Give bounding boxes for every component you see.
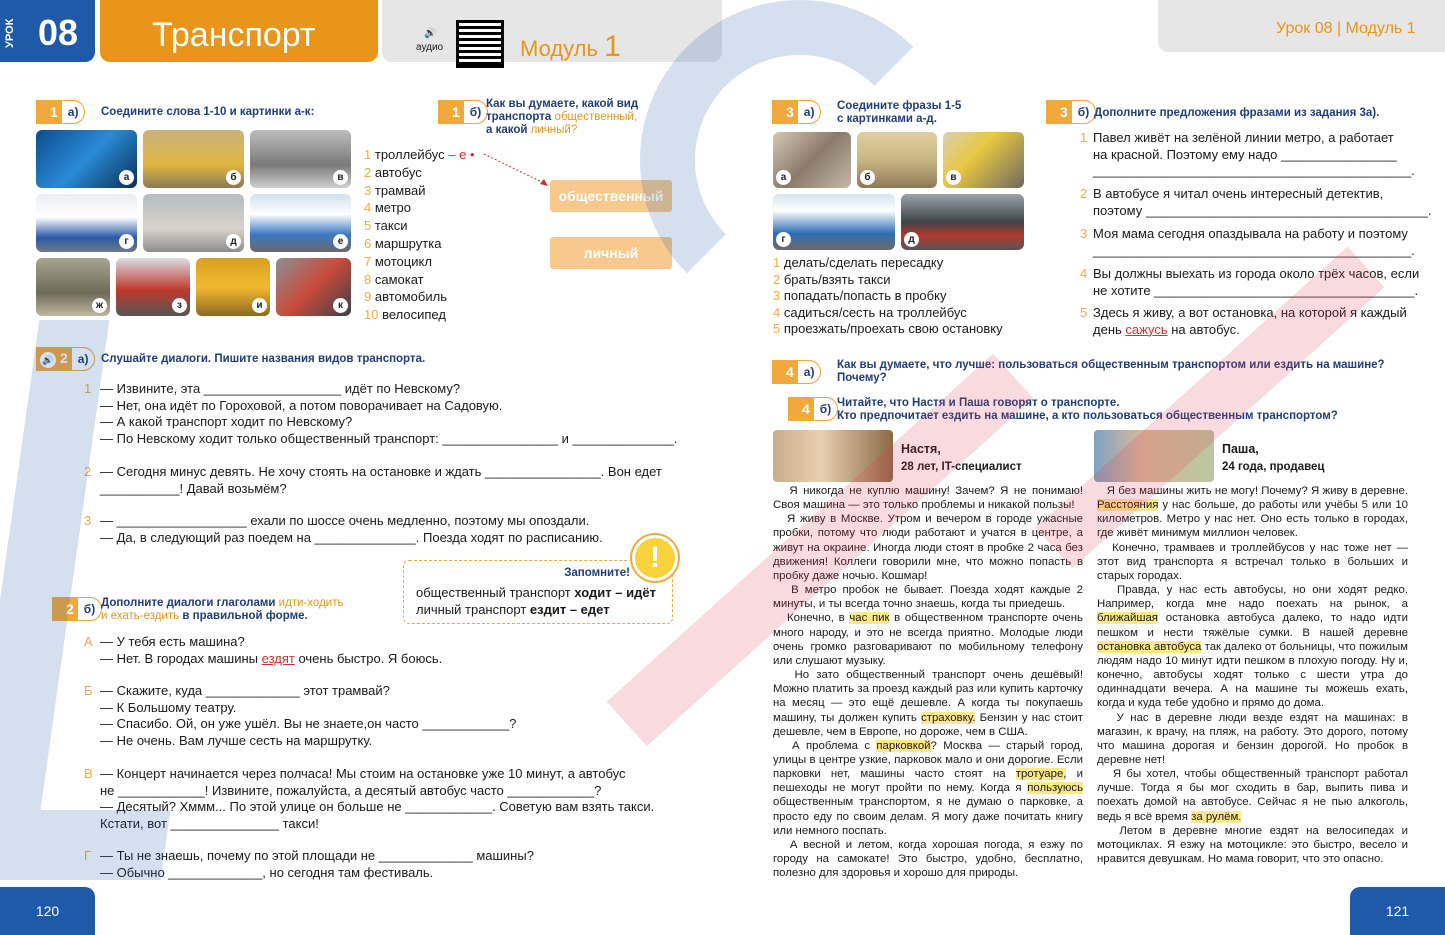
- category-private-box[interactable]: личный: [550, 237, 672, 269]
- lesson-tab: [0, 0, 95, 62]
- picture-tram: з: [116, 258, 190, 316]
- example-answer: ездят: [261, 650, 295, 666]
- page-title: Транспорт: [152, 16, 316, 54]
- ex3a-badge: 3 а): [772, 100, 821, 124]
- audio-icon[interactable]: 🔊: [40, 352, 56, 368]
- lesson-label: УРОК: [4, 18, 16, 48]
- dialog-letter: А: [84, 634, 93, 649]
- dialog-number: 1: [84, 381, 92, 396]
- word-item: 9 автомобиль: [364, 289, 447, 305]
- picture-metro: к: [276, 258, 351, 316]
- right-header: [1158, 0, 1445, 52]
- sentence-3: Моя мама сегодня опаздывала на работу и поэтому ____________________________________________.: [1093, 226, 1415, 258]
- dialog-1: — Извините, эта ___________________ идёт по Невскому? — Нет, она идёт по Гороховой, а потом поворачивает на Садовую. — А какой транспорт ходит по Невскому? — По Невскому ходит только общественный транспорт: ________________ и ______________.: [100, 381, 678, 446]
- phrase-item: 1 делать/сделать пересадку: [773, 255, 944, 270]
- pasha-photo: [1094, 430, 1214, 482]
- page-number-left: 120: [0, 887, 95, 935]
- module-label: Модуль 1: [520, 30, 621, 63]
- header-lesson-module: Урок 08 | Модуль 1: [1276, 20, 1416, 37]
- phrase-item: 2 брать/взять такси: [773, 271, 891, 287]
- dialog-letter: В: [84, 766, 93, 781]
- word-item: 7 мотоцикл: [364, 253, 432, 269]
- word-item: 6 маршрутка: [364, 235, 442, 251]
- pasha-text: Я без машины жить не могу! Почему? Я живу в деревне. Расстояния у нас больше, до работы или учёбы 5 или 10 километров. Метро у нас нет. Оно есть только в городах, где живёт минимум миллион человек. Конечно, трамваев и троллейбусов у нас тоже нет — этот вид транспорта я встречал только в больших и старых городах. Правда, у нас есть автобусы, но они ходят редко. Например, когда мне надо поехать на рынок, а ближайшая остановка автобуса далеко, то надо идти пешком и нести тяжёлые сумки. В нашей деревне остановка автобуса так далеко от больницы, что пожилым людям надо 10 минут идти пешком в плохую погоду. Ну и, конечно, автобусы ходят только с шести утра до одиннадцати вечера. А на машине ты можешь ехать, когда и куда тебе удобно и прямо до дома. У нас в деревне люди везде ездят на машинах: в магазин, к врачу, на пляж, на работу. Это дорого, потому что машина дорогая и бензин дорогой. Но пробок в деревне нет! Я бы хотел, чтобы общественный транспорт работал лучше. Тогда я бы мог сходить в бар, выпить пива и поехать домой на автобусе. Сейчас я не пью алкоголь, ведь я всё время за рулём. Летом в деревне многие ездят на велосипедах и мотоциклах. Я езжу на мотоцикле: это быстро, весело и нравится девушкам. Но мама говорит, что это опасно.: [1097, 485, 1408, 866]
- qr-code-icon[interactable]: [456, 20, 504, 68]
- pasha-caption: Паша, 24 года, продавец: [1222, 442, 1325, 473]
- ex1b-title: Как вы думаете, какой вид транспорта общественный, а какой личный?: [486, 98, 639, 136]
- nastya-text: Я никогда не куплю машину! Зачем? Я не понимаю! Своя машина — это только проблемы и никакой пользы! Я живу в Москве. Утром и вечером в городе ужасные пробки, потому что люди работают и учатся в центре, а живут на окраине. Иногда люди стоят в пробке 2 часа без движения! Коллеги говорили мне, что можно попасть в пробку даже ночью. Кошмар! В метро пробок не бывает. Поезда ходят каждые 2 минуты, и ты всегда точно знаешь, когда ты приедешь. Конечно, в час пик в общественном транспорте очень много народу, и это не всегда приятно. Молодые люди очень громко разговаривают по мобильному телефону или слушают музыку. Но зато общественный транспорт очень дешёвый! Можно платить за проезд каждый раз или купить карточку на месяц — это ещё дешевле. А когда ты покупаешь машину, ты должен купить страховку. Бензин у нас стоит дешевле, чем в Европе, но дороже, чем в США. А проблема с парковкой? Москва — старый город, улицы в центре узкие, парковок мало и они дорогие. Если парковки нет, машины часто стоят на тротуаре, и пешеходы не могут пройти по нему. Когда я пользуюсь общественным транспортом, я не думаю о парковке, а просто еду по своим делам. Я могу даже почитать книгу или немного поспать. А весной и летом, когда хорошая погода, я езжу по городу на самокате! Это быстро, удобно, бесплатно, полезно для здоровья и хорошо для природы.: [773, 485, 1084, 880]
- picture-bicycle: д: [143, 194, 244, 252]
- word-item: 1 троллейбус – е •: [364, 147, 475, 162]
- nastya-photo: [773, 430, 893, 482]
- word-item: 2 автобус: [364, 164, 422, 180]
- dialog-number: 3: [84, 513, 92, 528]
- ex3b-title: Дополните предложения фразами из задания 3а).: [1094, 107, 1380, 119]
- picture-minibus: б: [143, 130, 244, 188]
- ex4a-badge: 4 а): [772, 360, 821, 384]
- remember-line-2: личный транспорт ездит – едет: [416, 602, 610, 617]
- sentence-number: 4: [1080, 266, 1088, 281]
- picture-trolleybus-stop: г: [773, 194, 895, 250]
- dialog-b: — Скажите, куда _____________ этот трамвай? — К Большому театру. — Спасибо. Ой, он уже ушёл. Вы не знаете,он часто ____________? — Не очень. Вам лучше сесть на маршрутку.: [100, 683, 517, 748]
- dialog-v: — Концерт начинается через полчаса! Мы стоим на остановке уже 10 минут, а автобус не ____________! Извините, пожалуйста, а десятый автобус часто ____________? — Десятый? Хммм... По этой улице он больше не ____________. Советую вам взять такси. Кстати, вот _______________ такси!: [100, 766, 655, 831]
- picture-taxi: и: [196, 258, 270, 316]
- speaker-icon[interactable]: 🔊: [424, 28, 437, 39]
- ex1a-word-list: [364, 146, 475, 324]
- dialog-a: — У тебя есть машина? — Нет. В городах машины ездят очень быстро. Я боюсь.: [100, 634, 443, 666]
- picture-motorcycle: в: [250, 130, 351, 188]
- dialog-2: — Сегодня минус девять. Не хочу стоять на остановке и ждать ________________. Вон едет ___________! Давай возьмём?: [100, 464, 662, 496]
- dialog-3: — __________________ ехали по шоссе очень медленно, поэтому мы опоздали. — Да, в следующий раз поедем на ______________. Поезда ходят по расписанию.: [100, 513, 603, 545]
- picture-metro-station: б: [857, 132, 937, 188]
- ex4b-title: Читайте, что Настя и Паша говорят о транспорте. Кто предпочитает ездить на машине, а кто пользоваться общественным транспортом?: [837, 397, 1338, 422]
- ex4a-title: Как вы думаете, что лучше: пользоваться общественным транспортом или ездить на машине? Почему?: [837, 359, 1385, 384]
- ex2b-title: Дополните диалоги глаголами идти-ходить и ехать-ездить в правильной форме.: [101, 597, 344, 622]
- ex1b-badge: 1 б): [438, 100, 488, 124]
- remember-box: [403, 560, 673, 624]
- word-item: 8 самокат: [364, 271, 424, 287]
- sentence-4: Вы должны выехать из города около трёх часов, если не хотите ____________________________________.: [1093, 266, 1420, 298]
- sentence-number: 3: [1080, 226, 1088, 241]
- ex1a-title: Соедините слова 1-10 и картинки а-к:: [101, 106, 315, 118]
- ex2b-badge: 2 б): [52, 597, 102, 621]
- dialog-letter: Г: [84, 848, 92, 863]
- picture-trolleybus: е: [250, 194, 351, 252]
- sentence-number: 5: [1080, 305, 1088, 320]
- sentence-number: 1: [1080, 130, 1088, 145]
- title-banner: [100, 0, 378, 62]
- phrase-item: 3 попадать/попасть в пробку: [773, 288, 947, 303]
- picture-hailing-taxi: в: [943, 132, 1024, 188]
- phrase-item: 5 проезжать/проехать свою остановку: [773, 321, 1003, 336]
- category-public-box[interactable]: общественный: [550, 180, 672, 212]
- module-banner: [382, 0, 722, 62]
- example-arrow: [480, 150, 552, 190]
- example-answer: сажусь: [1125, 321, 1168, 337]
- sentence-1: Павел живёт на зелёной линии метро, а работает на красной. Поэтому ему надо ________________ ____________________________________________.: [1093, 130, 1415, 178]
- nastya-caption: Настя, 28 лет, IT-специалист: [901, 442, 1022, 473]
- picture-bus: г: [36, 194, 137, 252]
- exclamation-icon: !: [632, 535, 678, 581]
- ex3b-badge: 3 б): [1046, 100, 1096, 124]
- ex2a-title: Слушайте диалоги. Пишите названия видов транспорта.: [101, 353, 426, 365]
- sentence-5: Здесь я живу, а вот остановка, на которой я каждый день сажусь на автобус.: [1093, 305, 1407, 337]
- ex4b-badge: 4 б): [788, 397, 838, 421]
- dialog-letter: Б: [84, 683, 93, 698]
- dialog-g: — Ты не знаешь, почему по этой площади не _____________ машины? — Обычно _____________, но сегодня там фестиваль.: [100, 848, 534, 880]
- ex3a-phrase-list: [773, 255, 1003, 338]
- remember-title: Запомните!: [564, 567, 630, 579]
- remember-line-1: общественный транспорт ходит – идёт: [416, 585, 656, 600]
- picture-scooter: ж: [36, 258, 110, 316]
- phrase-item: 4 садиться/сесть на троллейбус: [773, 304, 967, 320]
- page-number-right: 121: [1350, 887, 1445, 935]
- word-item: 3 трамвай: [364, 182, 426, 198]
- word-item: 4 метро: [364, 200, 412, 216]
- word-item: 5 такси: [364, 218, 408, 234]
- dialog-number: 2: [84, 464, 92, 479]
- picture-car: а: [36, 130, 137, 188]
- picture-tired-woman: а: [773, 132, 851, 188]
- ex3a-title: Соедините фразы 1-5 с картинками а-д.: [837, 100, 962, 125]
- ex1a-badge: 1 а): [36, 100, 85, 124]
- audio-label: аудио: [416, 42, 444, 53]
- sentence-number: 2: [1080, 186, 1088, 201]
- word-item: 10 велосипед: [364, 307, 446, 323]
- picture-traffic-jam: д: [901, 194, 1024, 250]
- sentence-2: В автобусе я читал очень интересный детектив, поэтому _______________________________________.: [1093, 186, 1432, 218]
- lesson-number: 08: [38, 12, 79, 53]
- ex2a-badge: 🔊 2 а): [36, 347, 95, 371]
